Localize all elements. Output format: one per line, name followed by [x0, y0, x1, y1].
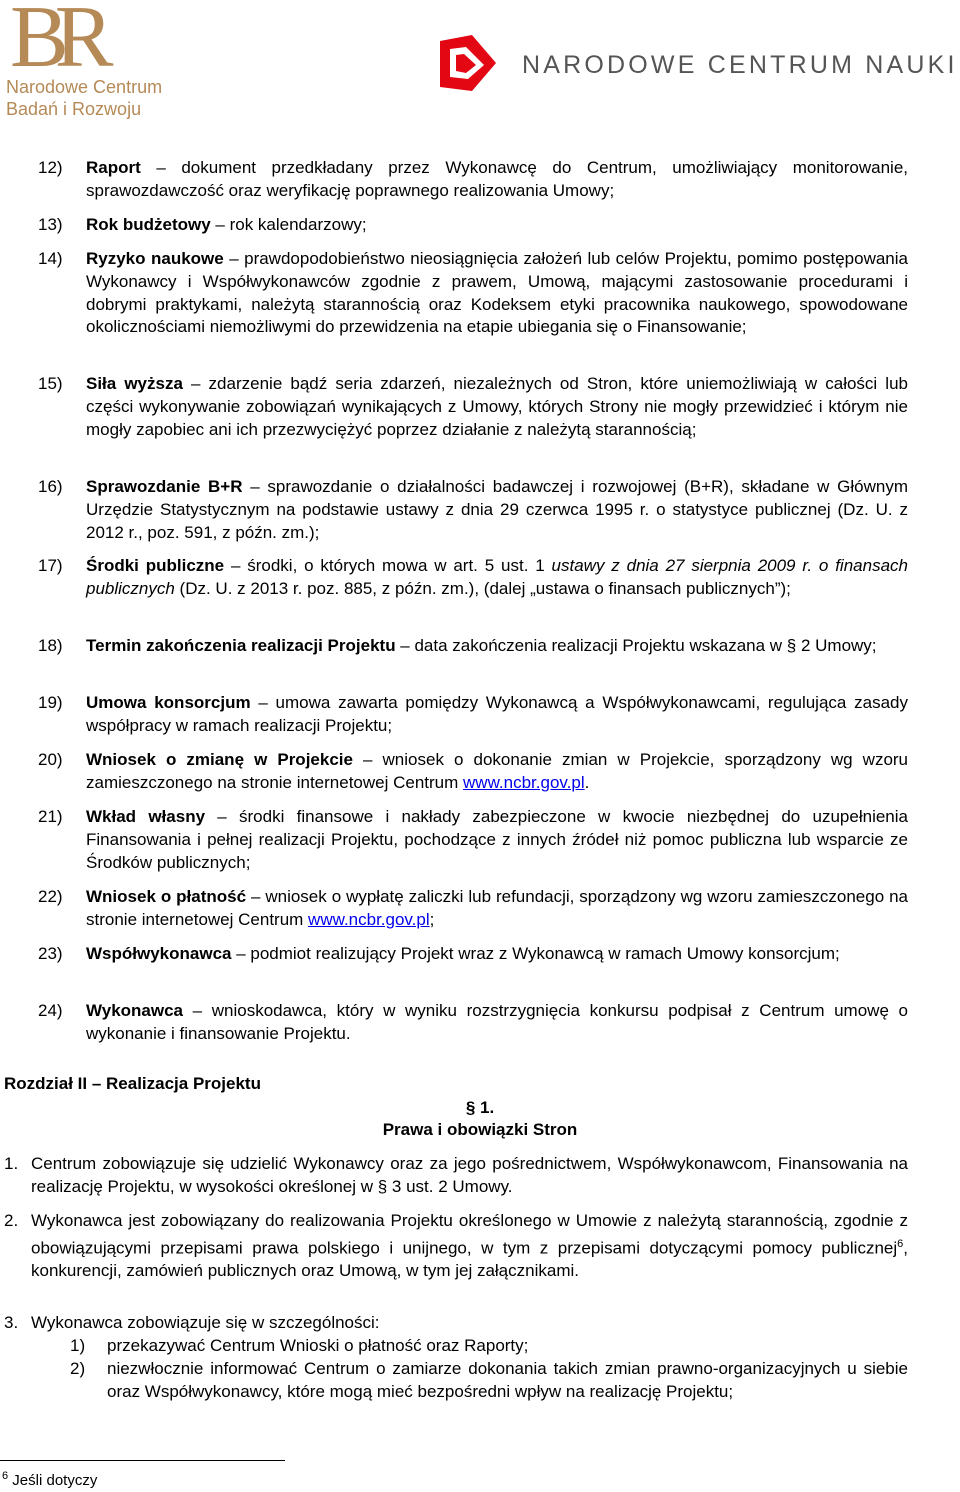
- paragraph-item: [4, 1153, 908, 1199]
- definition-text: – wniosek o wypłatę zaliczki lub refundacji, sporządzony wg wzoru zamieszczonego na stronie internetowej Centrum: [86, 887, 909, 929]
- subitem-number: 1): [70, 1336, 86, 1355]
- definition-number: 23): [38, 944, 63, 963]
- definition-item: [38, 214, 908, 237]
- paragraph-text: Wykonawca jest zobowiązany do realizowania Projektu określonego w Umowie z należytą starannością, zgodnie z obowiązującymi przepisami prawa polskiego i unijnego, w tym z przepisami dotyczącymi pomocy publicznej: [31, 1211, 908, 1258]
- definition-text: – środki finansowe i nakłady zabezpieczone w kwocie niezbędnej do uzupełnienia Finansowania i pełnej realizacji Projektu, pochodzące z innych źródeł niż pomoc publiczna lub wsparcie ze Środków publicznych;: [86, 807, 908, 872]
- definition-number: 18): [38, 636, 63, 655]
- chapter-title: Rozdział II – Realizacja Projektu: [4, 1074, 261, 1093]
- definition-item: [38, 476, 908, 544]
- ncbr-logo-mark: BR: [10, 0, 100, 86]
- definition-term: Środki publiczne: [86, 556, 225, 575]
- definition-number: 19): [38, 693, 63, 712]
- subitem: [70, 1358, 908, 1404]
- definition-text: – zdarzenie bądź seria zdarzeń, niezależnych od Stron, które uniemożliwiają w całości lub części wykonywanie zobowiązań wynikających z Umowy, których Strony nie mogły przewidzieć i którym nie mogły zapobiec ani ich przezwyciężyć poprzez działanie z należytą starannością;: [86, 374, 908, 439]
- definition-act-title: ustawy z dnia 27 sierpnia 2009 r. o finansach publicznych: [86, 556, 908, 598]
- definition-text: – dokument przedkładany przez Wykonawcę do Centrum, umożliwiający monitorowanie, sprawozdawczość oraz weryfikację poprawnego realizowania Umowy;: [86, 158, 908, 200]
- definition-term: Rok budżetowy: [86, 215, 211, 234]
- definition-number: 15): [38, 374, 63, 393]
- subitem: [70, 1335, 908, 1358]
- ncbr-logo: [0, 0, 215, 125]
- definition-text: – sprawozdanie o działalności badawczej i rozwojowej (B+R), składane w Głównym Urzędzie Statystycznym na podstawie ustawy z dnia 29 czerwca 1995 r. o statystyce publicznej (Dz. U. z 2012 r., poz. 591, z późn. zm.);: [86, 477, 908, 542]
- definition-text-end: .: [584, 772, 590, 792]
- definition-term: Raport: [86, 158, 141, 177]
- definition-term: Ryzyko naukowe: [86, 249, 224, 268]
- definition-item: [38, 373, 908, 441]
- definition-text: – podmiot realizujący Projekt wraz z Wykonawcą w ramach Umowy konsorcjum;: [231, 944, 840, 963]
- definition-text: – umowa zawarta pomiędzy Wykonawcą a Współwykonawcami, regulująca zasady współpracy w ramach realizacji Projektu;: [86, 693, 908, 735]
- footnote-separator: [0, 1460, 285, 1461]
- ncbr-logo-line2: Badań i Rozwoju: [6, 99, 142, 119]
- paragraph-text: Centrum zobowiązuje się udzielić Wykonawcy oraz za jego pośrednictwem, Współwykonawcom, Finansowania na realizację Projektu, w wysokości określonej w § 3 ust. 2 Umowy.: [31, 1154, 908, 1196]
- definition-term: Siła wyższa: [86, 374, 183, 393]
- subitem-number: 2): [70, 1359, 86, 1378]
- definition-number: 12): [38, 158, 63, 177]
- section-number: § 1.: [465, 1098, 495, 1117]
- definition-number: 21): [38, 807, 63, 826]
- definition-item: [38, 555, 908, 601]
- definition-item: [38, 943, 908, 966]
- definition-term: Wniosek o zmianę w Projekcie: [86, 750, 353, 769]
- definition-number: 24): [38, 1001, 63, 1020]
- definition-term: Wykonawca: [86, 1001, 184, 1020]
- definition-text: – rok kalendarzowy;: [210, 215, 367, 234]
- definition-item: [38, 248, 908, 339]
- subitem-text: niezwłocznie informować Centrum o zamiarze dokonania takich zmian prawno-organizacyjnych u siebie oraz Współwykonawcy, które mogą mieć bezpośredni wpływ na realizację Projektu;: [107, 1359, 908, 1401]
- ncn-logo-text: NARODOWE CENTRUM NAUKI: [522, 51, 958, 79]
- definition-number: 17): [38, 556, 63, 575]
- definition-text: – wniosek o dokonanie zmian w Projekcie, sporządzony wg wzoru zamieszczonego na stronie internetowej Centrum: [86, 750, 909, 792]
- definition-term: Wkład własny: [86, 807, 206, 826]
- definition-text-end: ;: [429, 909, 435, 929]
- ncbr-website-link[interactable]: www.ncbr.gov.pl: [308, 909, 430, 929]
- subitem-text: przekazywać Centrum Wnioski o płatność oraz Raporty;: [107, 1336, 529, 1355]
- paragraph-number: 1.: [4, 1154, 19, 1173]
- ncn-emblem-icon: [438, 35, 498, 93]
- footnote-text: Jeśli dotyczy: [12, 1472, 98, 1489]
- definition-item: [38, 749, 908, 795]
- definition-item: [38, 157, 908, 203]
- section-title: Prawa i obowiązki Stron: [382, 1120, 578, 1139]
- paragraph-item: [4, 1312, 908, 1335]
- definition-term: Współwykonawca: [86, 944, 232, 963]
- paragraph-text: Wykonawca zobowiązuje się w szczególności:: [31, 1313, 380, 1332]
- definition-number: 16): [38, 477, 63, 496]
- definition-item: [38, 692, 908, 738]
- definition-number: 14): [38, 249, 63, 268]
- definition-term: Umowa konsorcjum: [86, 693, 251, 712]
- paragraph-number: 3.: [4, 1313, 19, 1332]
- definition-item: [38, 806, 908, 874]
- definition-text: – data zakończenia realizacji Projektu wskazana w § 2 Umowy;: [395, 636, 877, 655]
- definition-number: 22): [38, 887, 63, 906]
- definition-term: Termin zakończenia realizacji Projektu: [86, 636, 396, 655]
- ncbr-logo-line1: Narodowe Centrum: [6, 77, 163, 97]
- paragraph-number: 2.: [4, 1211, 19, 1230]
- definition-term: Wniosek o płatność: [86, 887, 247, 906]
- definition-term: Sprawozdanie B+R: [86, 477, 243, 496]
- footnote: [2, 1467, 97, 1490]
- definition-text: – wnioskodawca, który w wyniku rozstrzygnięcia konkursu podpisał z Centrum umowę o wykonanie i finansowanie Projektu.: [86, 1001, 908, 1043]
- definition-item: [38, 635, 908, 658]
- paragraph-item: [4, 1210, 908, 1283]
- footnote-reference[interactable]: 6: [897, 1237, 904, 1250]
- definition-number: 20): [38, 750, 63, 769]
- definition-item: [38, 1000, 908, 1046]
- ncbr-website-link[interactable]: www.ncbr.gov.pl: [463, 772, 585, 792]
- ncn-logo: [438, 35, 960, 95]
- definition-text: (Dz. U. z 2013 r. poz. 885, z późn. zm.), (dalej „ustawa o finansach publicznych”);: [174, 578, 791, 598]
- definition-text: – prawdopodobieństwo nieosiągnięcia założeń lub celów Projektu, pomimo postępowania Wykonawcy i Współwykonawców zgodnie z prawem, Umową, mającymi zastosowanie procedurami i dobrymi praktykami, należytą starannością oraz Kodeksem etyki pracownika naukowego, spowodowane okolicznościami niemożliwymi do przewidzenia na etapie ubiegania się o Finansowanie;: [86, 249, 908, 337]
- definition-item: [38, 886, 908, 932]
- definition-text: – środki, o których mowa w art. 5 ust. 1: [224, 556, 552, 575]
- footnote-number: 6: [2, 1470, 9, 1482]
- paragraph-text: , konkurencji, zamówień publicznych oraz Umową, w tym jej załącznikami.: [31, 1238, 908, 1281]
- definition-number: 13): [38, 215, 63, 234]
